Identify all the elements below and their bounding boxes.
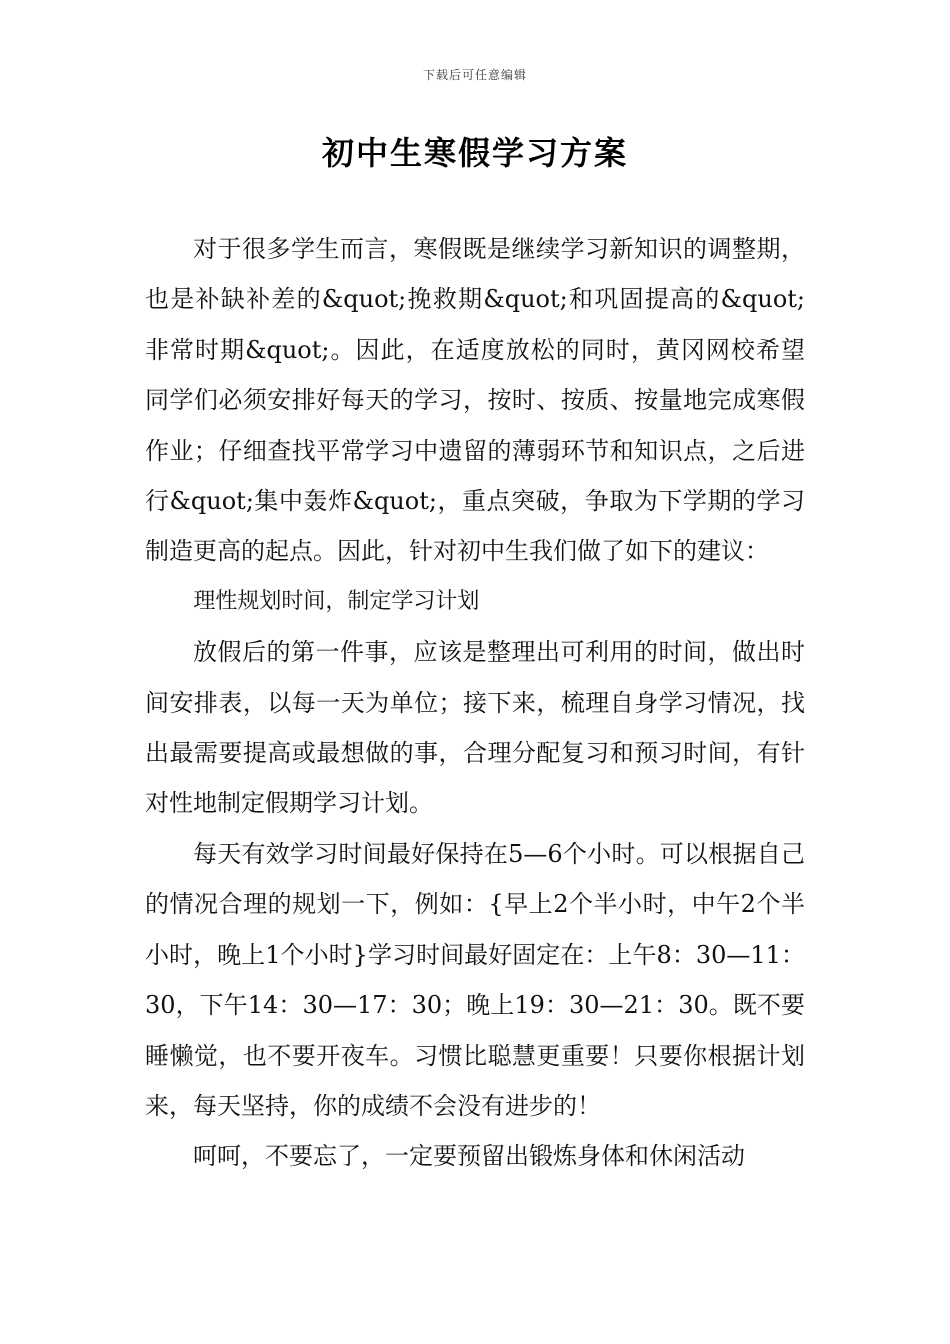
paragraph-intro: 对于很多学生而言，寒假既是继续学习新知识的调整期，也是补缺补差的&quot;挽救期&quot;和巩固提高的&quot;非常时期&quot;。因此，在适度放松的同时，黄冈网校希望同学们必须安排好每天的学习，按时、按质、按量地完成寒假作业；仔细查找平常学习中遗留的薄弱环节和知识点，之后进行&quot;集中轰炸&quot;，重点突破，争取为下学期的学习制造更高的起点。因此，针对初中生我们做了如下的建议： xyxy=(145,235,805,566)
document-title: 初中生寒假学习方案 xyxy=(321,134,628,172)
paragraph-rest: 呵呵，不要忘了，一定要预留出锻炼身体和休闲活动 xyxy=(193,1142,745,1171)
header-note: 下载后可任意编辑 xyxy=(422,68,527,82)
paragraph-plan: 放假后的第一件事，应该是整理出可利用的时间，做出时间安排表，以每一天为单位；接下来，梳理自身学习情况，找出最需要提高或最想做的事，合理分配复习和预习时间，有针对性地制定假期学习计划。 xyxy=(145,638,805,818)
section-heading: 理性规划时间，制定学习计划 xyxy=(193,588,480,614)
document-body xyxy=(145,224,805,1182)
paragraph-schedule: 每天有效学习时间最好保持在5—6个小时。可以根据自己的情况合理的规划一下，例如：{早上2个半小时，中午2个半小时，晚上1个小时}学习时间最好固定在：上午8：30—11：30，下午14：30—17：30；晚上19：30—21：30。既不要睡懒觉，也不要开夜车。习惯比聪慧更重要！只要你根据计划来，每天坚持，你的成绩不会没有进步的！ xyxy=(145,839,805,1120)
